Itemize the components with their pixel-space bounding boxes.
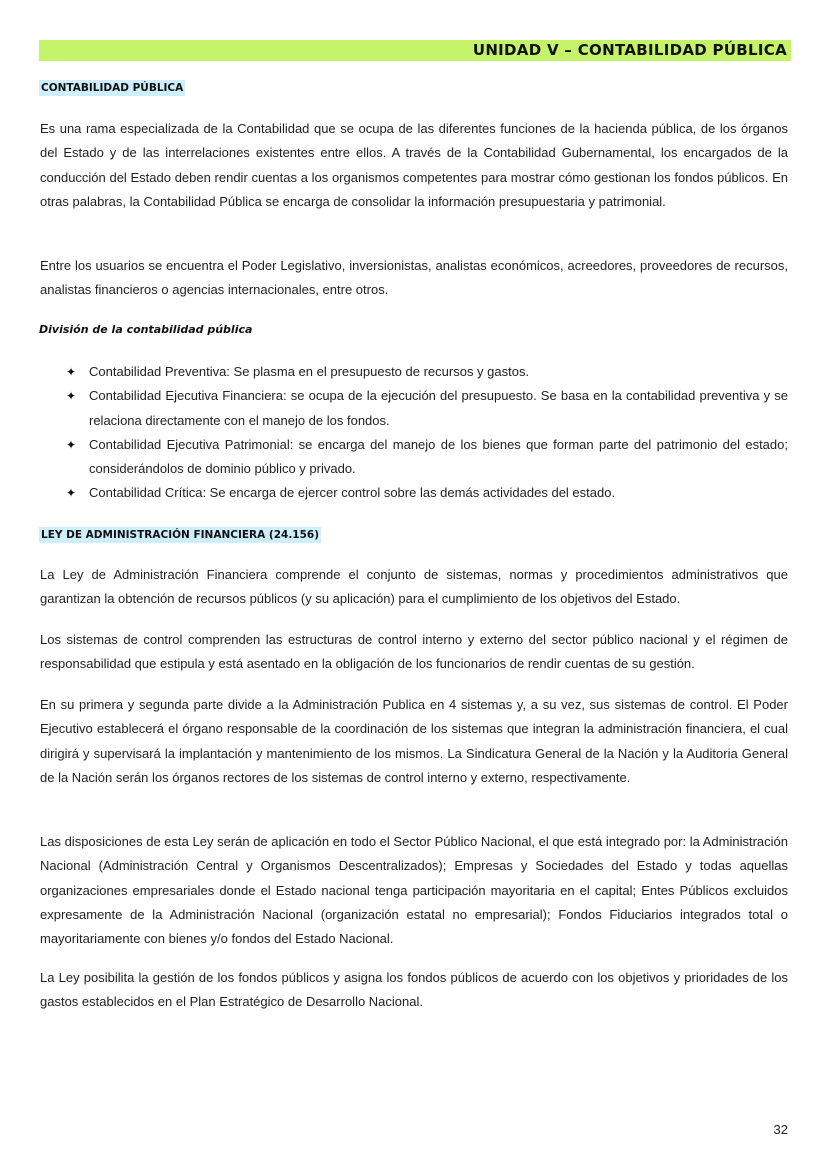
section-heading-ley: LEY DE ADMINISTRACIÓN FINANCIERA (24.156) <box>41 529 320 541</box>
paragraph-control-systems: Los sistemas de control comprenden las estructuras de control interno y externo del sector público nacional y el régimen de responsabilidad que estipula y está asentado en la obligación de los funcionarios de rendir cuentas de su gestión. <box>40 632 788 672</box>
four-point-star-icon: ✦ <box>65 486 77 501</box>
paragraph-ley-definition: La Ley de Administración Financiera comprende el conjunto de sistemas, normas y procedimientos administrativos que garantizan la obtención de recursos públicos (y su aplicación) para el cumplimiento de los objetivos del Estado. <box>40 567 788 607</box>
list-item-text: Contabilidad Ejecutiva Financiera: se ocupa de la ejecución del presupuesto. Se basa en la contabilidad preventiva y se relaciona directamente con el manejo de los fondos. <box>89 388 788 428</box>
paragraph-funds: La Ley posibilita la gestión de los fondos públicos y asigna los fondos públicos de acuerdo con los objetivos y prioridades de los gastos establecidos en el Plan Estratégico de Desarrollo Nacional. <box>40 970 788 1010</box>
section-heading-contabilidad-publica: CONTABILIDAD PÚBLICA <box>41 82 184 94</box>
list-item-text: Contabilidad Preventiva: Se plasma en el presupuesto de recursos y gastos. <box>89 364 530 379</box>
four-point-star-icon: ✦ <box>65 365 77 379</box>
subheading-division: División de la contabilidad pública <box>39 323 253 336</box>
list-item <box>64 384 788 433</box>
division-list <box>64 360 788 506</box>
list-item <box>64 481 788 505</box>
four-point-star-icon: ✦ <box>65 437 77 452</box>
unit-banner <box>39 40 791 61</box>
list-item <box>64 433 788 482</box>
four-point-star-icon: ✦ <box>65 389 77 404</box>
list-item-text: Contabilidad Crítica: Se encarga de ejercer control sobre las demás actividades del estado. <box>89 485 616 501</box>
paragraph-definition: Es una rama especializada de la Contabilidad que se ocupa de las diferentes funciones de la hacienda pública, de los órganos del Estado y de las interrelaciones existentes entre ellos. A través de la Contabilidad Gubernamental, los encargados de la conducción del Estado deben rendir cuentas a los organismos competentes para mostrar cómo gestionan los fondos públicos. En otras palabras, la Contabilidad Pública se encarga de consolidar la información presupuestaria y patrimonial. <box>40 121 788 209</box>
unit-title: UNIDAD V – CONTABILIDAD PÚBLICA <box>472 41 787 59</box>
list-item-text: Contabilidad Ejecutiva Patrimonial: se encarga del manejo de los bienes que forman parte del patrimonio del estado; considerándolos de dominio público y privado. <box>89 436 788 477</box>
paragraph-structure: En su primera y segunda parte divide a la Administración Publica en 4 sistemas y, a su vez, sus sistemas de control. El Poder Ejecutivo establecerá el órgano responsable de la coordinación de los sistemas que integran la administración financiera, el cual dirigirá y supervisará la implantación y mantenimiento de los mismos. La Sindicatura General de la Nación y la Auditoria General de la Nación serán los órganos rectores de los sistemas de control interno y externo, respectivamente. <box>40 697 788 785</box>
list-item <box>64 360 788 384</box>
paragraph-users: Entre los usuarios se encuentra el Poder Legislativo, inversionistas, analistas económicos, acreedores, proveedores de recursos, analistas financieros o agencias internacionales, entre otros. <box>40 258 788 298</box>
page-number: 32 <box>773 1122 788 1137</box>
paragraph-scope: Las disposiciones de esta Ley serán de aplicación en todo el Sector Público Nacional, el que está integrado por: la Administración Nacional (Administración Central y Organismos Descentralizados); Empresas y Sociedades del Estado y todas aquellas organizaciones empresariales donde el Estado nacional tenga participación mayoritaria en el capital; Entes Públicos excluidos expresamente de la Administración Nacional (organización estatal no empresarial); Fondos Fiduciarios integrados total o mayoritariamente con bienes y/o fondos del Estado Nacional. <box>40 834 788 947</box>
